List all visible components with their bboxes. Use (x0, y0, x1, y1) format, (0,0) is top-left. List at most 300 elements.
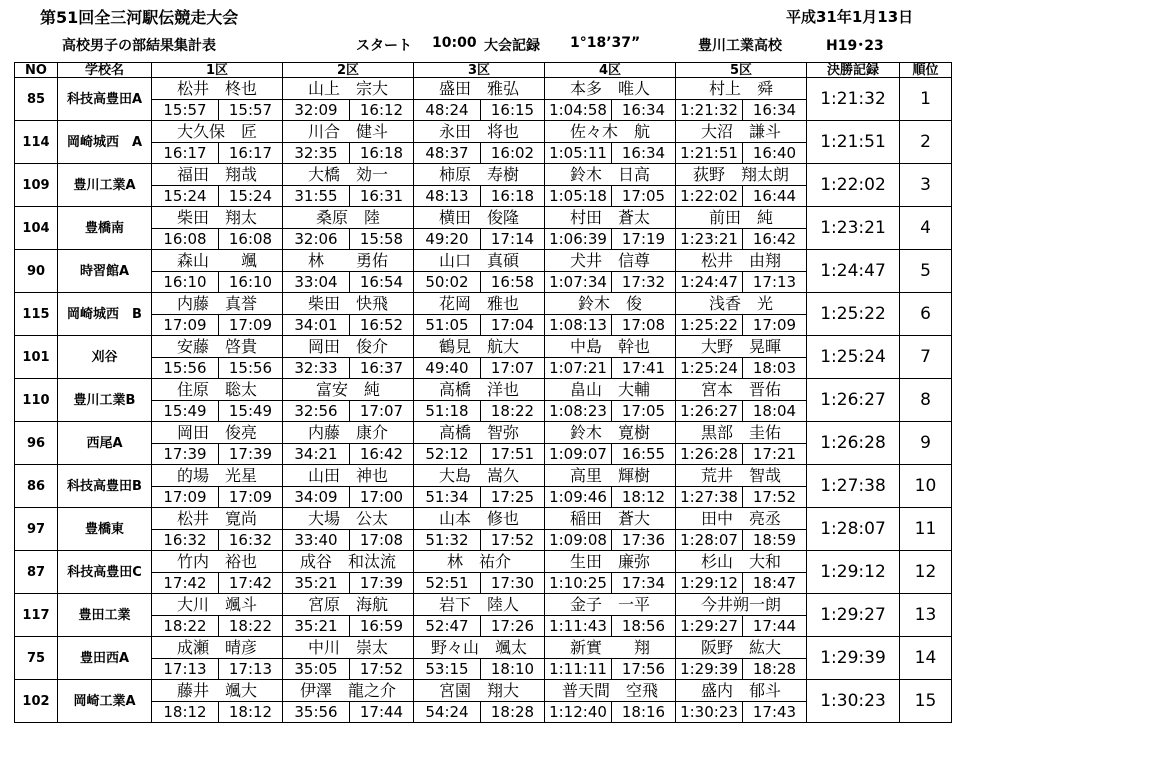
cumulative-time: 34:09 (283, 487, 350, 508)
split-time: 16:15 (481, 100, 545, 121)
final-time: 1:23:21 (807, 207, 900, 250)
table-row (15, 293, 952, 315)
cumulative-time: 1:05:11 (545, 143, 612, 164)
rank: 1 (900, 78, 952, 121)
final-time: 1:29:39 (807, 637, 900, 680)
school-name: 豊田西A (58, 637, 152, 680)
split-time: 17:07 (350, 401, 414, 422)
runner-name: 桑原 陸 (283, 207, 414, 229)
runner-name: 黒部 圭佑 (676, 422, 807, 444)
split-time: 18:12 (612, 487, 676, 508)
cumulative-time: 16:32 (152, 530, 219, 551)
split-time: 18:12 (219, 702, 283, 723)
split-time: 15:58 (350, 229, 414, 250)
final-time: 1:27:38 (807, 465, 900, 508)
cumulative-time: 1:29:27 (676, 616, 743, 637)
table-row (15, 551, 952, 573)
runner-name: 富安 純 (283, 379, 414, 401)
cumulative-time: 1:28:07 (676, 530, 743, 551)
school-name: 豊橋東 (58, 508, 152, 551)
split-time: 17:14 (481, 229, 545, 250)
cumulative-time: 17:09 (152, 315, 219, 336)
split-time: 16:52 (350, 315, 414, 336)
split-time: 15:57 (219, 100, 283, 121)
runner-name: 荒井 智哉 (676, 465, 807, 487)
cumulative-time: 16:10 (152, 272, 219, 293)
col-leg5: 5区 (676, 63, 807, 78)
split-time: 16:08 (219, 229, 283, 250)
runner-name: 林 勇佑 (283, 250, 414, 272)
runner-name: 村上 舜 (676, 78, 807, 100)
runner-name: 松井 寛尚 (152, 508, 283, 530)
split-time: 17:52 (350, 659, 414, 680)
cumulative-time: 1:22:02 (676, 186, 743, 207)
cumulative-time: 1:24:47 (676, 272, 743, 293)
team-number: 109 (15, 164, 58, 207)
header-row (15, 63, 952, 78)
cumulative-time: 1:26:27 (676, 401, 743, 422)
runner-name: 安藤 啓貴 (152, 336, 283, 358)
split-time: 18:56 (612, 616, 676, 637)
split-time: 16:58 (481, 272, 545, 293)
results-table (14, 62, 952, 723)
cumulative-time: 1:09:08 (545, 530, 612, 551)
runner-name: 伊澤 龍之介 (283, 680, 414, 702)
cumulative-time: 1:21:51 (676, 143, 743, 164)
runner-name: 鶴見 航大 (414, 336, 545, 358)
cumulative-time: 1:27:38 (676, 487, 743, 508)
split-time: 16:18 (481, 186, 545, 207)
record-label: 大会記録 (484, 38, 540, 54)
team-number: 102 (15, 680, 58, 723)
school-name: 豊川工業B (58, 379, 152, 422)
cumulative-time: 1:09:07 (545, 444, 612, 465)
runner-name: 大場 公太 (283, 508, 414, 530)
runner-name: 盛田 雅弘 (414, 78, 545, 100)
cumulative-time: 48:24 (414, 100, 481, 121)
runner-name: 横田 俊隆 (414, 207, 545, 229)
split-time: 17:51 (481, 444, 545, 465)
rank: 10 (900, 465, 952, 508)
split-time: 16:44 (743, 186, 807, 207)
split-time: 16:42 (350, 444, 414, 465)
cumulative-time: 1:26:28 (676, 444, 743, 465)
cumulative-time: 33:40 (283, 530, 350, 551)
cumulative-time: 53:15 (414, 659, 481, 680)
split-time: 16:34 (612, 100, 676, 121)
runner-name: 山本 修也 (414, 508, 545, 530)
final-time: 1:29:27 (807, 594, 900, 637)
runner-name: 森山 颯 (152, 250, 283, 272)
team-number: 96 (15, 422, 58, 465)
cumulative-time: 1:08:23 (545, 401, 612, 422)
runner-name: 的場 光星 (152, 465, 283, 487)
cumulative-time: 32:56 (283, 401, 350, 422)
runner-name: 鈴木 日高 (545, 164, 676, 186)
cumulative-time: 18:12 (152, 702, 219, 723)
team-number: 85 (15, 78, 58, 121)
table-row (15, 594, 952, 616)
runner-name: 川合 健斗 (283, 121, 414, 143)
cumulative-time: 1:08:13 (545, 315, 612, 336)
runner-name: 村田 蒼太 (545, 207, 676, 229)
cumulative-time: 1:11:43 (545, 616, 612, 637)
runner-name: 山口 真碩 (414, 250, 545, 272)
split-time: 18:16 (612, 702, 676, 723)
col-leg1: 1区 (152, 63, 283, 78)
split-time: 17:05 (612, 186, 676, 207)
split-time: 17:08 (612, 315, 676, 336)
rank: 7 (900, 336, 952, 379)
split-time: 16:12 (350, 100, 414, 121)
runner-name: 浅香 光 (676, 293, 807, 315)
runner-name: 岡田 俊介 (283, 336, 414, 358)
split-time: 17:09 (743, 315, 807, 336)
cumulative-time: 48:13 (414, 186, 481, 207)
split-time: 18:59 (743, 530, 807, 551)
split-time: 16:42 (743, 229, 807, 250)
runner-name: 宮園 翔大 (414, 680, 545, 702)
split-time: 17:13 (743, 272, 807, 293)
start-time: 10:00 (432, 35, 477, 51)
cumulative-time: 1:07:21 (545, 358, 612, 379)
team-number: 97 (15, 508, 58, 551)
split-time: 16:18 (350, 143, 414, 164)
team-number: 75 (15, 637, 58, 680)
table-row (15, 78, 952, 100)
runner-name: 高里 輝樹 (545, 465, 676, 487)
rank: 6 (900, 293, 952, 336)
team-number: 117 (15, 594, 58, 637)
cumulative-time: 15:56 (152, 358, 219, 379)
split-time: 18:47 (743, 573, 807, 594)
cumulative-time: 49:20 (414, 229, 481, 250)
runner-name: 山上 宗大 (283, 78, 414, 100)
runner-name: 柴田 翔太 (152, 207, 283, 229)
split-time: 17:44 (350, 702, 414, 723)
runner-name: 花岡 雅也 (414, 293, 545, 315)
rank: 2 (900, 121, 952, 164)
split-time: 17:34 (612, 573, 676, 594)
runner-name: 畠山 大輔 (545, 379, 676, 401)
split-time: 17:26 (481, 616, 545, 637)
rank: 5 (900, 250, 952, 293)
split-time: 17:09 (219, 315, 283, 336)
col-school: 学校名 (58, 63, 152, 78)
cumulative-time: 16:08 (152, 229, 219, 250)
cumulative-time: 1:25:22 (676, 315, 743, 336)
final-time: 1:22:02 (807, 164, 900, 207)
cumulative-time: 32:09 (283, 100, 350, 121)
runner-name: 荻野 翔太朗 (676, 164, 807, 186)
cumulative-time: 32:33 (283, 358, 350, 379)
split-time: 17:36 (612, 530, 676, 551)
school-name: 時習館A (58, 250, 152, 293)
split-time: 17:09 (219, 487, 283, 508)
runner-name: 住原 聡太 (152, 379, 283, 401)
cumulative-time: 17:42 (152, 573, 219, 594)
split-time: 16:31 (350, 186, 414, 207)
cumulative-time: 1:10:25 (545, 573, 612, 594)
category-label: 高校男子の部結果集計表 (62, 38, 216, 54)
table-row (15, 637, 952, 659)
cumulative-time: 1:11:11 (545, 659, 612, 680)
school-name: 西尾A (58, 422, 152, 465)
runner-name: 稲田 蒼大 (545, 508, 676, 530)
runner-name: 宮本 晋佑 (676, 379, 807, 401)
runner-name: 大久保 匠 (152, 121, 283, 143)
split-time: 16:59 (350, 616, 414, 637)
cumulative-time: 51:05 (414, 315, 481, 336)
runner-name: 永田 将也 (414, 121, 545, 143)
final-time: 1:21:51 (807, 121, 900, 164)
cumulative-time: 48:37 (414, 143, 481, 164)
final-time: 1:25:22 (807, 293, 900, 336)
split-time: 17:39 (350, 573, 414, 594)
split-time: 16:34 (743, 100, 807, 121)
table-row (15, 250, 952, 272)
col-leg2: 2区 (283, 63, 414, 78)
split-time: 17:08 (350, 530, 414, 551)
school-name: 科技高豊田A (58, 78, 152, 121)
school-name: 刈谷 (58, 336, 152, 379)
runner-name: 金子 一平 (545, 594, 676, 616)
split-time: 17:44 (743, 616, 807, 637)
split-time: 17:05 (612, 401, 676, 422)
final-time: 1:24:47 (807, 250, 900, 293)
split-time: 16:37 (350, 358, 414, 379)
cumulative-time: 54:24 (414, 702, 481, 723)
runner-name: 鈴木 寛樹 (545, 422, 676, 444)
team-number: 114 (15, 121, 58, 164)
school-name: 科技高豊田C (58, 551, 152, 594)
runner-name: 松井 由翔 (676, 250, 807, 272)
runner-name: 今井朔一朗 (676, 594, 807, 616)
final-time: 1:29:12 (807, 551, 900, 594)
split-time: 18:10 (481, 659, 545, 680)
split-time: 17:21 (743, 444, 807, 465)
school-name: 豊田工業 (58, 594, 152, 637)
cumulative-time: 34:01 (283, 315, 350, 336)
cumulative-time: 1:09:46 (545, 487, 612, 508)
split-time: 17:42 (219, 573, 283, 594)
cumulative-time: 1:07:34 (545, 272, 612, 293)
split-time: 17:07 (481, 358, 545, 379)
cumulative-time: 50:02 (414, 272, 481, 293)
record-holder: 豊川工業高校 (698, 38, 782, 54)
start-label: スタート (356, 38, 412, 54)
split-time: 17:13 (219, 659, 283, 680)
final-time: 1:30:23 (807, 680, 900, 723)
table-row (15, 207, 952, 229)
final-time: 1:26:27 (807, 379, 900, 422)
cumulative-time: 17:13 (152, 659, 219, 680)
results-body (15, 78, 952, 723)
split-time: 15:24 (219, 186, 283, 207)
cumulative-time: 1:06:39 (545, 229, 612, 250)
runner-name: 成谷 和汰流 (283, 551, 414, 573)
cumulative-time: 35:21 (283, 616, 350, 637)
table-row (15, 121, 952, 143)
team-number: 104 (15, 207, 58, 250)
cumulative-time: 15:49 (152, 401, 219, 422)
runner-name: 竹内 裕也 (152, 551, 283, 573)
runner-name: 成瀬 晴彦 (152, 637, 283, 659)
split-time: 17:39 (219, 444, 283, 465)
cumulative-time: 1:12:40 (545, 702, 612, 723)
cumulative-time: 17:09 (152, 487, 219, 508)
runner-name: 大川 颯斗 (152, 594, 283, 616)
runner-name: 普天間 空飛 (545, 680, 676, 702)
team-number: 110 (15, 379, 58, 422)
cumulative-time: 34:21 (283, 444, 350, 465)
runner-name: 犬井 信尊 (545, 250, 676, 272)
school-name: 豊橋南 (58, 207, 152, 250)
rank: 15 (900, 680, 952, 723)
runner-name: 大野 晃暉 (676, 336, 807, 358)
split-time: 17:04 (481, 315, 545, 336)
rank: 13 (900, 594, 952, 637)
final-time: 1:21:32 (807, 78, 900, 121)
team-number: 101 (15, 336, 58, 379)
cumulative-time: 33:04 (283, 272, 350, 293)
runner-name: 宮原 海航 (283, 594, 414, 616)
split-time: 17:52 (743, 487, 807, 508)
split-time: 16:02 (481, 143, 545, 164)
table-row (15, 336, 952, 358)
page-title: 第51回全三河駅伝競走大会 (40, 8, 239, 27)
col-leg4: 4区 (545, 63, 676, 78)
split-time: 16:54 (350, 272, 414, 293)
runner-name: 岩下 陸人 (414, 594, 545, 616)
split-time: 16:17 (219, 143, 283, 164)
cumulative-time: 1:04:58 (545, 100, 612, 121)
cumulative-time: 52:12 (414, 444, 481, 465)
runner-name: 福田 翔哉 (152, 164, 283, 186)
runner-name: 大橋 効一 (283, 164, 414, 186)
split-time: 15:56 (219, 358, 283, 379)
runner-name: 杉山 大和 (676, 551, 807, 573)
cumulative-time: 35:56 (283, 702, 350, 723)
cumulative-time: 49:40 (414, 358, 481, 379)
runner-name: 田中 亮丞 (676, 508, 807, 530)
runner-name: 内藤 真誉 (152, 293, 283, 315)
cumulative-time: 1:23:21 (676, 229, 743, 250)
rank: 12 (900, 551, 952, 594)
runner-name: 佐々木 航 (545, 121, 676, 143)
split-time: 16:10 (219, 272, 283, 293)
split-time: 16:55 (612, 444, 676, 465)
rank: 3 (900, 164, 952, 207)
split-time: 16:34 (612, 143, 676, 164)
runner-name: 新實 翔 (545, 637, 676, 659)
school-name: 岡崎工業A (58, 680, 152, 723)
cumulative-time: 18:22 (152, 616, 219, 637)
cumulative-time: 16:17 (152, 143, 219, 164)
split-time: 16:32 (219, 530, 283, 551)
split-time: 17:56 (612, 659, 676, 680)
cumulative-time: 1:25:24 (676, 358, 743, 379)
runner-name: 林 祐介 (414, 551, 545, 573)
runner-name: 柴田 快飛 (283, 293, 414, 315)
runner-name: 柿原 寿樹 (414, 164, 545, 186)
runner-name: 生田 廉弥 (545, 551, 676, 573)
runner-name: 山田 神也 (283, 465, 414, 487)
runner-name: 大島 嵩久 (414, 465, 545, 487)
split-time: 17:30 (481, 573, 545, 594)
final-time: 1:28:07 (807, 508, 900, 551)
cumulative-time: 32:06 (283, 229, 350, 250)
table-row (15, 422, 952, 444)
col-no: NO (15, 63, 58, 78)
rank: 9 (900, 422, 952, 465)
split-time: 17:32 (612, 272, 676, 293)
cumulative-time: 1:29:12 (676, 573, 743, 594)
table-row (15, 680, 952, 702)
split-time: 18:22 (481, 401, 545, 422)
school-name: 豊川工業A (58, 164, 152, 207)
team-number: 87 (15, 551, 58, 594)
runner-name: 中島 幹也 (545, 336, 676, 358)
record-year: H19･23 (826, 38, 884, 54)
cumulative-time: 51:18 (414, 401, 481, 422)
runner-name: 高橋 洋也 (414, 379, 545, 401)
table-row (15, 508, 952, 530)
cumulative-time: 35:05 (283, 659, 350, 680)
rank: 11 (900, 508, 952, 551)
cumulative-time: 15:57 (152, 100, 219, 121)
school-name: 科技高豊田B (58, 465, 152, 508)
runner-name: 高橋 智弥 (414, 422, 545, 444)
col-final: 決勝記録 (807, 63, 900, 78)
runner-name: 藤井 颯大 (152, 680, 283, 702)
col-leg3: 3区 (414, 63, 545, 78)
school-name: 岡崎城西 A (58, 121, 152, 164)
split-time: 18:28 (743, 659, 807, 680)
split-time: 18:22 (219, 616, 283, 637)
cumulative-time: 52:47 (414, 616, 481, 637)
cumulative-time: 32:35 (283, 143, 350, 164)
col-rank: 順位 (900, 63, 952, 78)
table-row (15, 164, 952, 186)
runner-name: 内藤 康介 (283, 422, 414, 444)
split-time: 17:00 (350, 487, 414, 508)
cumulative-time: 17:39 (152, 444, 219, 465)
split-time: 18:28 (481, 702, 545, 723)
split-time: 18:03 (743, 358, 807, 379)
runner-name: 大沼 謙斗 (676, 121, 807, 143)
split-time: 15:49 (219, 401, 283, 422)
event-date: 平成31年1月13日 (786, 8, 914, 26)
team-number: 115 (15, 293, 58, 336)
split-time: 17:41 (612, 358, 676, 379)
runner-name: 前田 純 (676, 207, 807, 229)
runner-name: 阪野 紘大 (676, 637, 807, 659)
runner-name: 野々山 颯太 (414, 637, 545, 659)
cumulative-time: 51:32 (414, 530, 481, 551)
split-time: 17:19 (612, 229, 676, 250)
cumulative-time: 1:29:39 (676, 659, 743, 680)
runner-name: 本多 唯人 (545, 78, 676, 100)
record-time: 1°18’37” (570, 35, 641, 51)
final-time: 1:26:28 (807, 422, 900, 465)
split-time: 17:43 (743, 702, 807, 723)
cumulative-time: 1:21:32 (676, 100, 743, 121)
rank: 4 (900, 207, 952, 250)
table-row (15, 379, 952, 401)
rank: 8 (900, 379, 952, 422)
team-number: 86 (15, 465, 58, 508)
